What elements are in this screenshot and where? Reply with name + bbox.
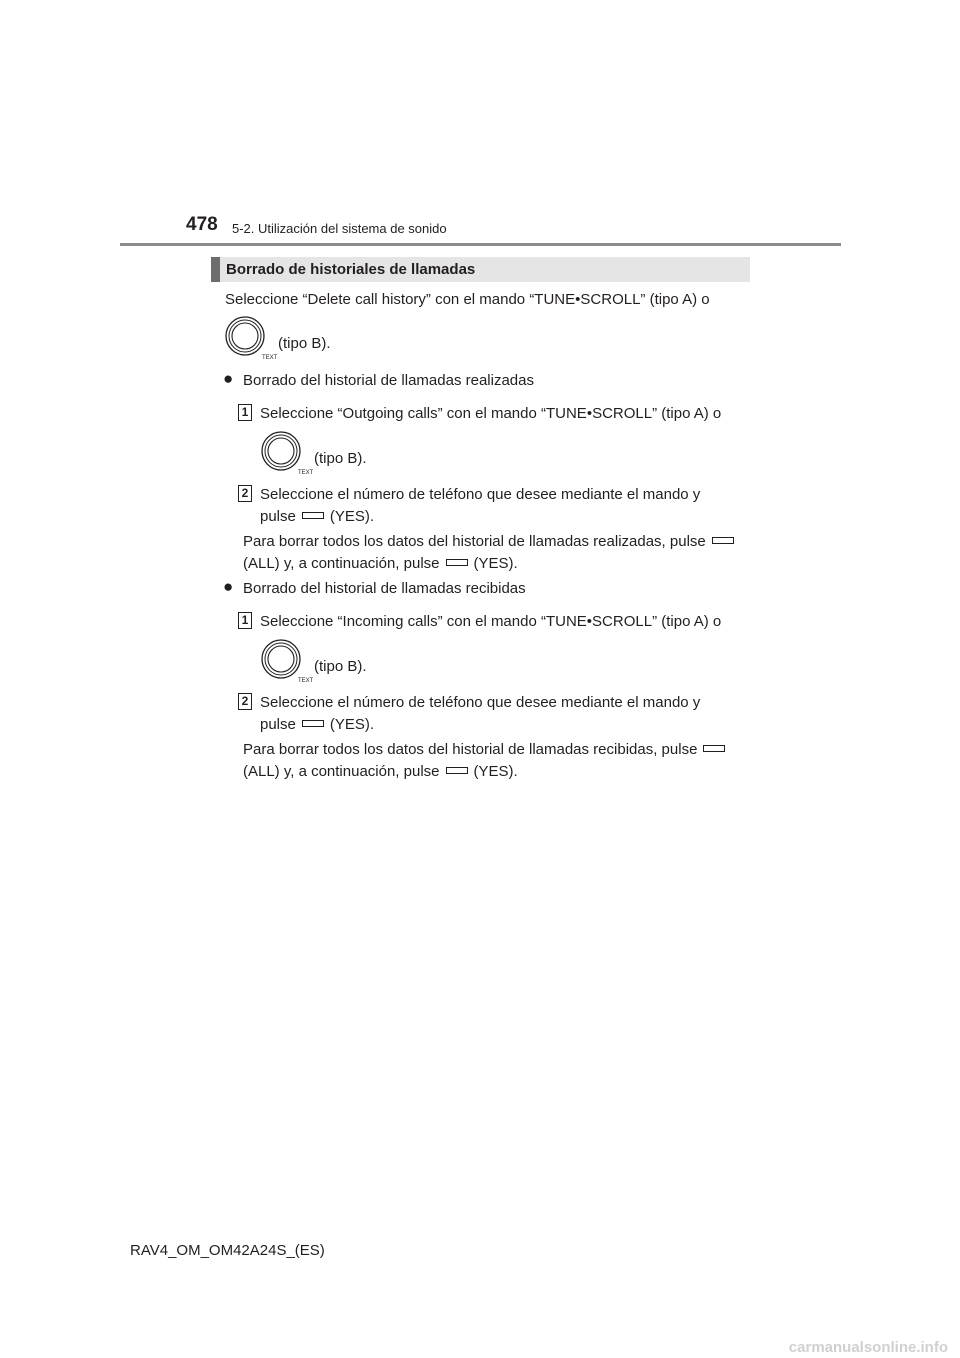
step-number: 2 bbox=[238, 485, 252, 502]
tune-scroll-knob-icon bbox=[260, 430, 314, 476]
step-line2 bbox=[260, 506, 374, 528]
yes-button-icon bbox=[302, 720, 324, 727]
step-line2 bbox=[260, 714, 374, 736]
tune-scroll-knob-icon bbox=[260, 638, 314, 684]
note-text: (YES). bbox=[473, 555, 518, 572]
note-text: (YES). bbox=[473, 763, 518, 780]
group-title: Borrado del historial de llamadas realizadas bbox=[243, 372, 534, 389]
tune-scroll-knob-icon bbox=[224, 315, 278, 361]
step-line2-suffix: (YES). bbox=[329, 508, 375, 525]
knob-label: TEXT bbox=[262, 355, 278, 361]
knob-label: TEXT bbox=[298, 470, 314, 476]
note-line bbox=[243, 531, 740, 553]
watermark: carmanualsonline.info bbox=[788, 1339, 948, 1356]
note-text: (ALL) y, a continuación, pulse bbox=[243, 763, 440, 780]
yes-button-icon bbox=[302, 512, 324, 519]
intro-suffix: (tipo B). bbox=[278, 335, 331, 352]
step-line2-prefix: pulse bbox=[260, 508, 296, 525]
note-line bbox=[243, 739, 731, 761]
step-line2-suffix: (YES). bbox=[329, 716, 375, 733]
note-line bbox=[243, 761, 518, 783]
step-number: 2 bbox=[238, 693, 252, 710]
yes-button-icon bbox=[446, 767, 468, 774]
step-suffix: (tipo B). bbox=[314, 658, 367, 675]
all-button-icon bbox=[712, 537, 734, 544]
knob-label: TEXT bbox=[298, 678, 314, 684]
note-text: Para borrar todos los datos del historial de llamadas realizadas, pulse bbox=[243, 533, 706, 550]
intro-text: Seleccione “Delete call history” con el mando “TUNE•SCROLL” (tipo A) o bbox=[225, 291, 710, 308]
page-number: 478 bbox=[186, 214, 218, 235]
step-number: 1 bbox=[238, 612, 252, 629]
bullet-icon: ● bbox=[223, 369, 234, 388]
step-suffix: (tipo B). bbox=[314, 450, 367, 467]
step-number: 1 bbox=[238, 404, 252, 421]
step-line2-prefix: pulse bbox=[260, 716, 296, 733]
header-divider bbox=[120, 243, 841, 246]
bullet-icon: ● bbox=[223, 577, 234, 596]
yes-button-icon bbox=[446, 559, 468, 566]
step-text: Seleccione “Incoming calls” con el mando “TUNE•SCROLL” (tipo A) o bbox=[260, 613, 722, 630]
group-title: Borrado del historial de llamadas recibidas bbox=[243, 580, 526, 597]
step-text: Seleccione el número de teléfono que desee mediante el mando y bbox=[260, 694, 701, 711]
section-title: Borrado de historiales de llamadas bbox=[226, 261, 476, 278]
note-text: Para borrar todos los datos del historial de llamadas recibidas, pulse bbox=[243, 741, 698, 758]
document-code: RAV4_OM_OM42A24S_(ES) bbox=[130, 1242, 325, 1259]
header-section-title: 5-2. Utilización del sistema de sonido bbox=[232, 221, 447, 236]
note-line bbox=[243, 553, 518, 575]
step-text: Seleccione el número de teléfono que desee mediante el mando y bbox=[260, 486, 701, 503]
step-text: Seleccione “Outgoing calls” con el mando “TUNE•SCROLL” (tipo A) o bbox=[260, 405, 722, 422]
all-button-icon bbox=[703, 745, 725, 752]
note-text: (ALL) y, a continuación, pulse bbox=[243, 555, 440, 572]
section-heading-bar bbox=[211, 257, 750, 282]
